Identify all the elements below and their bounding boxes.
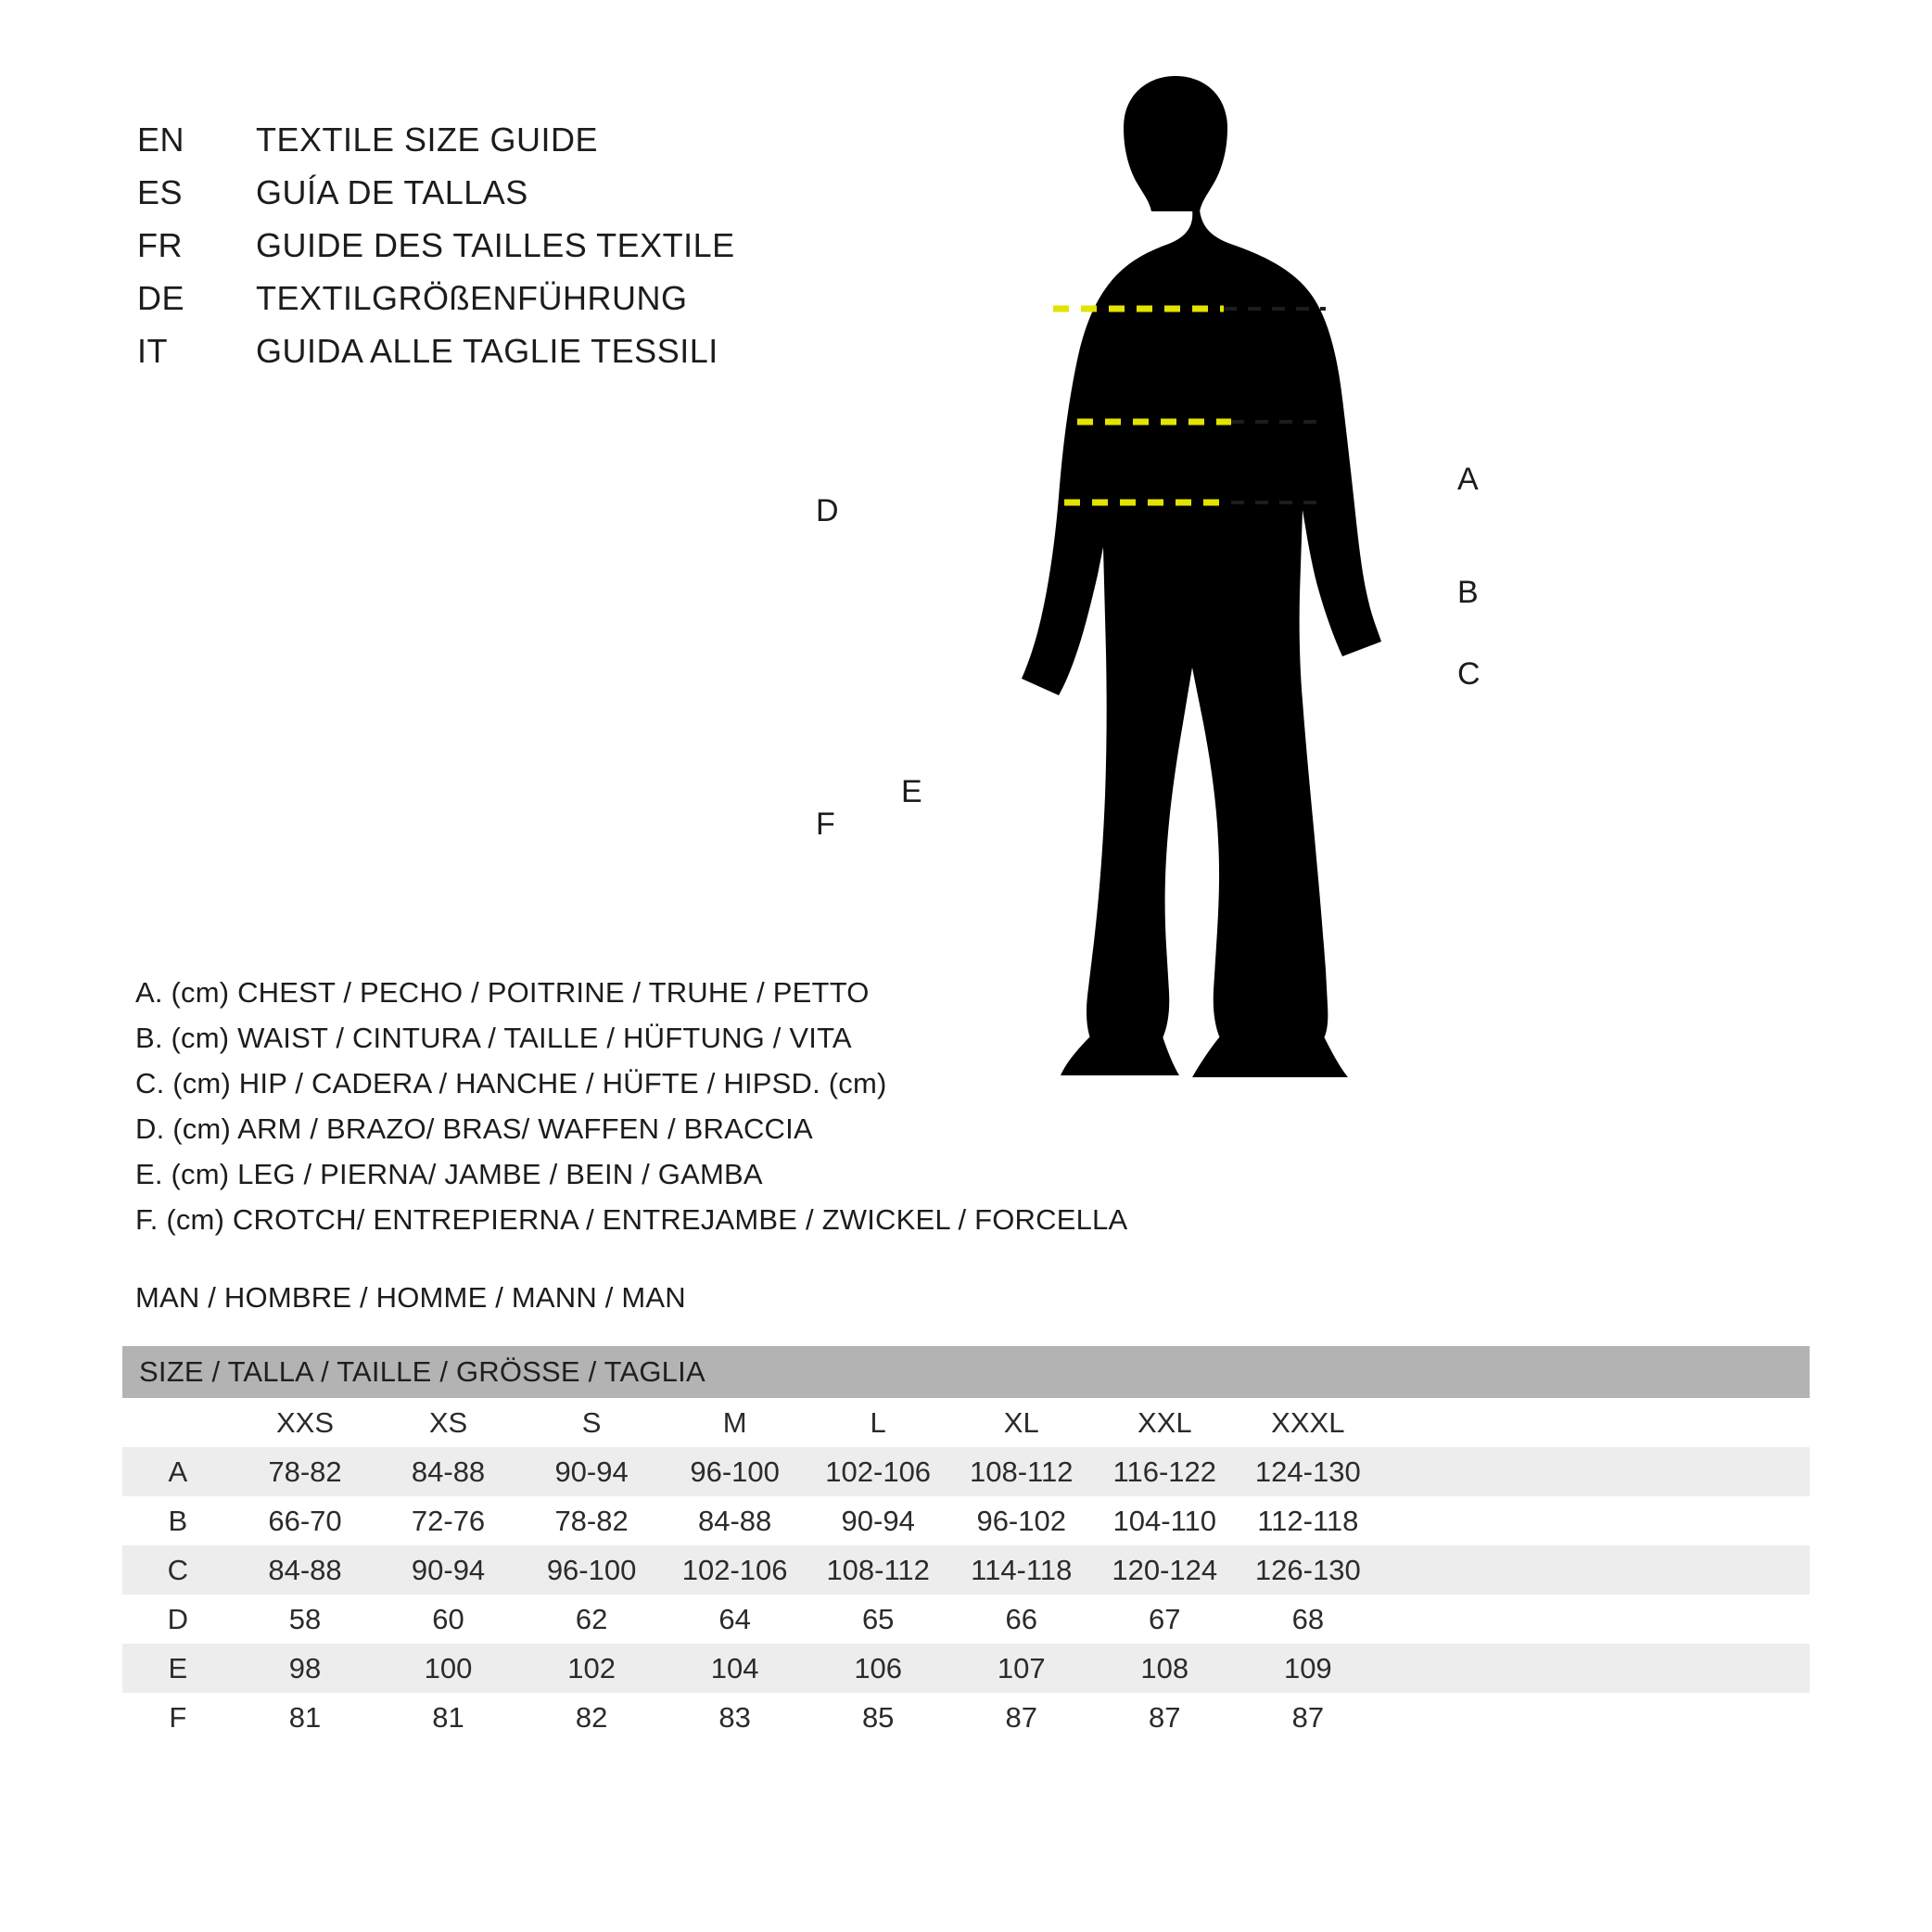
table-cell: 87	[949, 1693, 1093, 1742]
table-cell: 78-82	[520, 1496, 664, 1545]
table-cell: 96-100	[520, 1545, 664, 1595]
table-cell: 124-130	[1237, 1447, 1380, 1496]
table-cell: 67	[1093, 1595, 1237, 1644]
table-cell: 62	[520, 1595, 664, 1644]
table-filler-cell	[1379, 1398, 1810, 1447]
legend-item-d: D. (cm) ARM / BRAZO/ BRAS/ WAFFEN / BRACCIA	[135, 1112, 813, 1145]
language-title: GUIDE DES TAILLES TEXTILE	[256, 226, 735, 264]
table-cell: 84-88	[663, 1496, 807, 1545]
table-row	[122, 1447, 1810, 1496]
label-d: D	[816, 493, 839, 528]
title-row	[137, 173, 897, 226]
table-header-row	[122, 1346, 1810, 1398]
male-silhouette-shape	[1022, 76, 1381, 1077]
row-label: D	[122, 1595, 234, 1644]
table-cell: 120-124	[1093, 1545, 1237, 1595]
table-cell: 104-110	[1093, 1496, 1237, 1545]
table-cell: 66-70	[234, 1496, 377, 1545]
table-cell: 83	[663, 1693, 807, 1742]
legend-item-b: B. (cm) WAIST / CINTURA / TAILLE / HÜFTUNG / VITA	[135, 1022, 852, 1054]
table-cell: 90-94	[520, 1447, 664, 1496]
table-cell: 78-82	[234, 1447, 377, 1496]
table-cell: 85	[807, 1693, 950, 1742]
language-code: IT	[137, 332, 168, 370]
table-cell: 102-106	[807, 1447, 950, 1496]
title-block	[137, 121, 897, 385]
row-label: B	[122, 1496, 234, 1545]
table-cell: 65	[807, 1595, 950, 1644]
title-row	[137, 121, 897, 173]
title-row	[137, 226, 897, 279]
legend-list	[135, 978, 1211, 1251]
table-filler-cell	[1379, 1644, 1810, 1693]
table-cell: 87	[1093, 1693, 1237, 1742]
table-filler-cell	[1379, 1595, 1810, 1644]
table-cell: 102-106	[663, 1545, 807, 1595]
table-cell: 90-94	[376, 1545, 520, 1595]
column-header: XXL	[1093, 1398, 1237, 1447]
column-header: XS	[376, 1398, 520, 1447]
table-cell: 81	[234, 1693, 377, 1742]
column-header: S	[520, 1398, 664, 1447]
gender-label: MAN / HOMBRE / HOMME / MANN / MAN	[135, 1281, 686, 1314]
table-header-label: SIZE / TALLA / TAILLE / GRÖSSE / TAGLIA	[122, 1346, 1810, 1398]
legend-item-a: A. (cm) CHEST / PECHO / POITRINE / TRUHE / PETTO	[135, 976, 870, 1009]
table-cell: 102	[520, 1644, 664, 1693]
language-code: DE	[137, 279, 185, 317]
language-code: EN	[137, 121, 185, 159]
row-label: C	[122, 1545, 234, 1595]
legend-item-f: F. (cm) CROTCH/ ENTREPIERNA / ENTREJAMBE / ZWICKEL / FORCELLA	[135, 1203, 1128, 1236]
table-row	[122, 1595, 1810, 1644]
table-row	[122, 1545, 1810, 1595]
label-b: B	[1457, 575, 1479, 610]
table-filler-cell	[1379, 1496, 1810, 1545]
label-c: C	[1457, 656, 1481, 692]
language-title: GUÍA DE TALLAS	[256, 173, 528, 211]
language-code: ES	[137, 173, 184, 211]
table-row	[122, 1644, 1810, 1693]
table-cell: 109	[1237, 1644, 1380, 1693]
table-cell: 84-88	[376, 1447, 520, 1496]
table-cell: 90-94	[807, 1496, 950, 1545]
table-filler-cell	[1379, 1693, 1810, 1742]
language-title: TEXTILE SIZE GUIDE	[256, 121, 599, 159]
language-title: GUIDA ALLE TAGLIE TESSILI	[256, 332, 718, 370]
table-cell: 112-118	[1237, 1496, 1380, 1545]
table-cell: 64	[663, 1595, 807, 1644]
label-a: A	[1457, 462, 1479, 497]
legend-item-e: E. (cm) LEG / PIERNA/ JAMBE / BEIN / GAMBA	[135, 1158, 763, 1190]
title-row	[137, 279, 897, 332]
table-filler-cell	[1379, 1545, 1810, 1595]
table-cell: 72-76	[376, 1496, 520, 1545]
table-cell: 84-88	[234, 1545, 377, 1595]
table-cell: 58	[234, 1595, 377, 1644]
column-header: XXXL	[1237, 1398, 1380, 1447]
table-cell: 81	[376, 1693, 520, 1742]
table-cell: 126-130	[1237, 1545, 1380, 1595]
table-cell: 108-112	[949, 1447, 1093, 1496]
table-size-row	[122, 1398, 1810, 1447]
table-cell: 87	[1237, 1693, 1380, 1742]
table-cell: 108-112	[807, 1545, 950, 1595]
column-header: XXS	[234, 1398, 377, 1447]
language-code: FR	[137, 226, 183, 264]
table-row	[122, 1693, 1810, 1742]
table-cell: 68	[1237, 1595, 1380, 1644]
row-label: A	[122, 1447, 234, 1496]
table-cell: 96-100	[663, 1447, 807, 1496]
table-cell: 66	[949, 1595, 1093, 1644]
table-cell: 116-122	[1093, 1447, 1237, 1496]
label-f: F	[816, 807, 835, 842]
table-cell: 114-118	[949, 1545, 1093, 1595]
label-e: E	[901, 774, 922, 809]
table-cell: 106	[807, 1644, 950, 1693]
table-cell: 100	[376, 1644, 520, 1693]
table-filler-cell	[1379, 1447, 1810, 1496]
size-table-wrapper	[122, 1346, 1810, 1742]
legend-item-c: C. (cm) HIP / CADERA / HANCHE / HÜFTE / HIPSD. (cm)	[135, 1067, 887, 1099]
table-cell: 96-102	[949, 1496, 1093, 1545]
column-header: M	[663, 1398, 807, 1447]
table-cell: 82	[520, 1693, 664, 1742]
column-header: L	[807, 1398, 950, 1447]
row-label: E	[122, 1644, 234, 1693]
table-row	[122, 1496, 1810, 1545]
table-corner-cell	[122, 1398, 234, 1447]
column-header: XL	[949, 1398, 1093, 1447]
table-cell: 107	[949, 1644, 1093, 1693]
table-cell: 98	[234, 1644, 377, 1693]
size-table	[122, 1346, 1810, 1742]
language-title: TEXTILGRÖßENFÜHRUNG	[256, 279, 688, 317]
table-cell: 108	[1093, 1644, 1237, 1693]
title-row	[137, 332, 897, 385]
table-cell: 60	[376, 1595, 520, 1644]
table-cell: 104	[663, 1644, 807, 1693]
row-label: F	[122, 1693, 234, 1742]
